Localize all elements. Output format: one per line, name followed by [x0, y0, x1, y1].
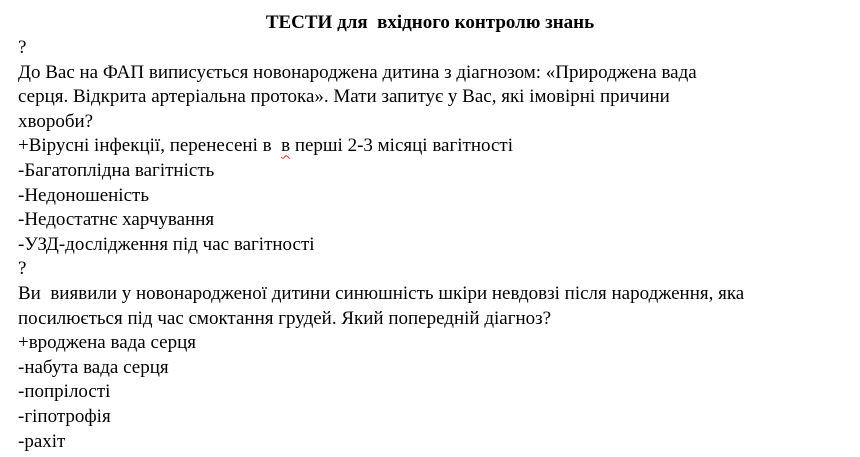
correct-answer-suffix: перші 2-3 місяці вагітності: [290, 135, 514, 157]
question-text-line: Ви виявили у новонародженої дитини синюшність шкіри невдовзі після народження, яка: [18, 282, 745, 304]
answer-option: -УЗД-дослідження під час вагітності: [18, 233, 315, 255]
answer-option: -рахіт: [18, 430, 66, 452]
question-text-line: серця. Відкрита артеріальна протока». Мати запитує у Вас, які імовірні причини: [18, 86, 670, 108]
answer-option: -гіпотрофія: [18, 405, 111, 427]
spellcheck-marked-word: в: [281, 135, 291, 157]
answer-option: -Багатоплідна вагітність: [18, 159, 215, 181]
page-title: ТЕСТИ для вхідного контролю знань: [265, 12, 595, 33]
question-marker: ?: [18, 258, 27, 280]
answer-option: -Недоношеність: [18, 184, 149, 206]
document-body: [18, 36, 848, 454]
answer-option: -Недостатнє харчування: [18, 209, 215, 231]
question-marker: ?: [18, 37, 27, 58]
question-text-line: посилюється під час смоктання грудей. Який попередній діагноз?: [18, 307, 552, 329]
correct-answer: +вроджена вада серця: [18, 332, 196, 354]
question-text-line: До Вас на ФАП виписується новонароджена дитина з діагнозом: «Природжена вада: [18, 61, 697, 83]
correct-answer: [18, 134, 848, 159]
answer-option: -попрілості: [18, 381, 111, 403]
question-text-line: хвороби?: [18, 110, 94, 132]
answer-option: -набута вада серця: [18, 356, 169, 378]
correct-answer-prefix: +Вірусні інфекції, перенесені в: [18, 135, 282, 157]
